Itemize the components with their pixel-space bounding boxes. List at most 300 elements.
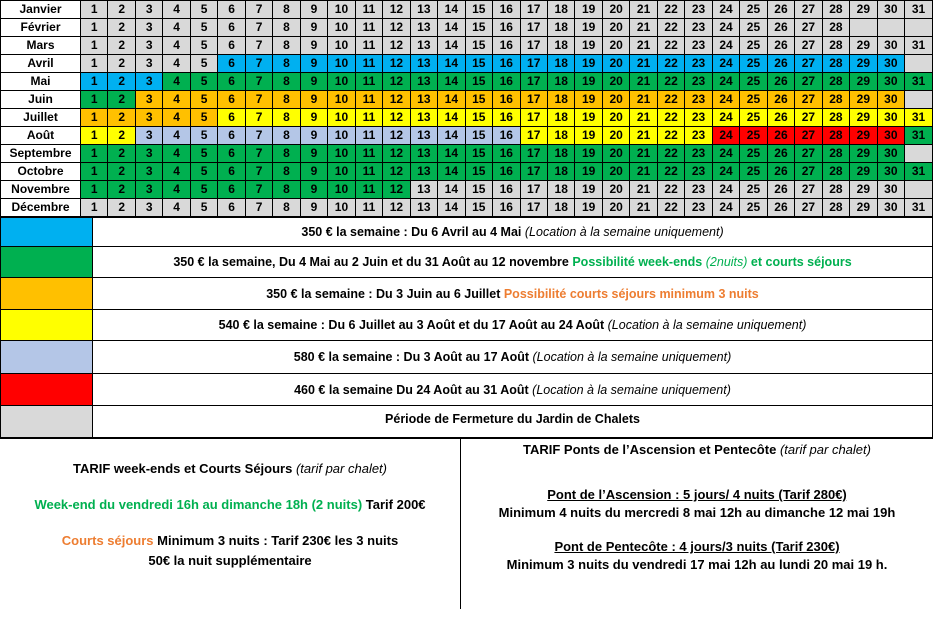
day-cell: 7 bbox=[245, 73, 272, 91]
day-cell: 26 bbox=[767, 37, 794, 55]
day-cell: 22 bbox=[657, 19, 684, 37]
legend-row-blue bbox=[1, 218, 933, 247]
day-cell: 21 bbox=[630, 181, 657, 199]
day-cell: 26 bbox=[767, 73, 794, 91]
bridge-tariff-note: (tarif par chalet) bbox=[779, 442, 871, 457]
day-cell: 14 bbox=[438, 1, 465, 19]
day-cell: 3 bbox=[135, 73, 162, 91]
pentecost-title: Pont de Pentecôte : 4 jours/3 nuits (Tarif 230€) bbox=[554, 539, 840, 554]
day-cell: 16 bbox=[493, 163, 520, 181]
ascension-title: Pont de l’Ascension : 5 jours/ 4 nuits (Tarif 280€) bbox=[547, 487, 847, 502]
day-cell: 9 bbox=[300, 109, 327, 127]
day-cell: 3 bbox=[135, 163, 162, 181]
day-cell: 12 bbox=[383, 55, 410, 73]
day-cell: 11 bbox=[355, 109, 382, 127]
month-row bbox=[1, 37, 933, 55]
day-cell: 29 bbox=[850, 145, 877, 163]
day-cell: 8 bbox=[273, 73, 300, 91]
day-cell: 11 bbox=[355, 37, 382, 55]
day-cell: 16 bbox=[493, 1, 520, 19]
day-cell: 2 bbox=[108, 19, 135, 37]
day-cell: 4 bbox=[163, 181, 190, 199]
day-cell: 19 bbox=[575, 73, 602, 91]
extra-night-text: 50€ la nuit supplémentaire bbox=[148, 553, 312, 568]
day-cell: 11 bbox=[355, 55, 382, 73]
day-cell: 18 bbox=[547, 1, 574, 19]
legend-red-text: 460 € la semaine Du 24 Août au 31 Août bbox=[294, 382, 529, 397]
day-cell: 12 bbox=[383, 91, 410, 109]
day-cell: 9 bbox=[300, 181, 327, 199]
day-cell: 15 bbox=[465, 109, 492, 127]
day-cell: 12 bbox=[383, 181, 410, 199]
day-cell: 25 bbox=[740, 91, 767, 109]
day-cell: 2 bbox=[108, 1, 135, 19]
month-row bbox=[1, 109, 933, 127]
day-cell: 6 bbox=[218, 181, 245, 199]
day-cell: 26 bbox=[767, 127, 794, 145]
day-cell: 15 bbox=[465, 19, 492, 37]
day-cell: 30 bbox=[877, 145, 904, 163]
weekend-price: Tarif 200€ bbox=[365, 497, 426, 512]
day-cell: 21 bbox=[630, 73, 657, 91]
day-cell: 7 bbox=[245, 127, 272, 145]
month-name: Mai bbox=[1, 73, 81, 91]
day-cell: 13 bbox=[410, 127, 437, 145]
day-cell: 1 bbox=[81, 91, 108, 109]
day-cell: 16 bbox=[493, 37, 520, 55]
day-cell: 4 bbox=[163, 19, 190, 37]
legend-table bbox=[0, 217, 933, 438]
day-cell: 5 bbox=[190, 37, 217, 55]
day-cell: 1 bbox=[81, 163, 108, 181]
day-cell: 5 bbox=[190, 55, 217, 73]
day-cell: 28 bbox=[822, 199, 849, 217]
day-cell: 4 bbox=[163, 1, 190, 19]
day-cell: 11 bbox=[355, 127, 382, 145]
day-cell: 5 bbox=[190, 91, 217, 109]
day-cell: 30 bbox=[877, 199, 904, 217]
month-row bbox=[1, 55, 933, 73]
day-cell: 4 bbox=[163, 163, 190, 181]
day-cell: 13 bbox=[410, 163, 437, 181]
day-cell: 27 bbox=[795, 181, 822, 199]
day-cell: 1 bbox=[81, 37, 108, 55]
day-cell: 23 bbox=[685, 109, 712, 127]
day-cell: 20 bbox=[602, 109, 629, 127]
day-cell: 21 bbox=[630, 37, 657, 55]
day-cell: 14 bbox=[438, 73, 465, 91]
day-cell: 7 bbox=[245, 109, 272, 127]
day-cell: 15 bbox=[465, 181, 492, 199]
day-cell: 10 bbox=[328, 73, 355, 91]
day-cell: 8 bbox=[273, 127, 300, 145]
day-cell: 11 bbox=[355, 163, 382, 181]
day-cell: 21 bbox=[630, 163, 657, 181]
day-cell: 11 bbox=[355, 91, 382, 109]
day-cell: 21 bbox=[630, 109, 657, 127]
day-cell: 9 bbox=[300, 91, 327, 109]
day-cell: 16 bbox=[493, 55, 520, 73]
day-cell: 4 bbox=[163, 91, 190, 109]
day-cell: 8 bbox=[273, 91, 300, 109]
day-cell: 27 bbox=[795, 145, 822, 163]
day-cell: 17 bbox=[520, 199, 547, 217]
day-cell: 6 bbox=[218, 1, 245, 19]
legend-green-note: (2nuits) bbox=[705, 255, 748, 269]
day-cell: 10 bbox=[328, 91, 355, 109]
day-cell: 9 bbox=[300, 1, 327, 19]
day-cell: 11 bbox=[355, 19, 382, 37]
day-cell: 18 bbox=[547, 109, 574, 127]
day-cell: 14 bbox=[438, 37, 465, 55]
legend-swatch-lightblue bbox=[1, 341, 93, 374]
day-cell: 16 bbox=[493, 199, 520, 217]
day-cell: 14 bbox=[438, 109, 465, 127]
day-cell: 28 bbox=[822, 181, 849, 199]
legend-blue-text: 350 € la semaine : Du 6 Avril au 4 Mai bbox=[301, 225, 522, 239]
weekend-label: Week-end du vendredi 16h au dimanche 18h (2 nuits) bbox=[34, 497, 363, 512]
day-cell: 8 bbox=[273, 19, 300, 37]
day-cell: 15 bbox=[465, 1, 492, 19]
weekend-tariff-title: TARIF week-ends et Courts Séjours bbox=[72, 461, 293, 476]
day-cell: 21 bbox=[630, 1, 657, 19]
legend-row-green bbox=[1, 247, 933, 278]
ascension-text: Minimum 4 nuits du mercredi 8 mai 12h au dimanche 12 mai 19h bbox=[498, 505, 896, 520]
day-cell: 13 bbox=[410, 19, 437, 37]
day-cell: 12 bbox=[383, 127, 410, 145]
day-cell: 1 bbox=[81, 145, 108, 163]
day-cell: 21 bbox=[630, 145, 657, 163]
day-cell: 11 bbox=[355, 73, 382, 91]
day-cell: 8 bbox=[273, 199, 300, 217]
legend-swatch-green bbox=[1, 247, 93, 278]
day-cell: 11 bbox=[355, 145, 382, 163]
day-cell: 20 bbox=[602, 37, 629, 55]
day-cell: 14 bbox=[438, 199, 465, 217]
day-cell: 19 bbox=[575, 127, 602, 145]
day-cell: 23 bbox=[685, 19, 712, 37]
day-cell: 23 bbox=[685, 37, 712, 55]
day-cell: 23 bbox=[685, 73, 712, 91]
day-cell: 5 bbox=[190, 199, 217, 217]
month-name: Septembre bbox=[1, 145, 81, 163]
day-cell: 5 bbox=[190, 73, 217, 91]
day-cell: 31 bbox=[905, 127, 933, 145]
day-cell: 28 bbox=[822, 73, 849, 91]
day-cell: 10 bbox=[328, 19, 355, 37]
day-cell: 25 bbox=[740, 19, 767, 37]
day-cell: 24 bbox=[712, 145, 739, 163]
day-cell: 19 bbox=[575, 1, 602, 19]
day-cell: 27 bbox=[795, 19, 822, 37]
day-cell: 17 bbox=[520, 37, 547, 55]
day-cell: 1 bbox=[81, 73, 108, 91]
day-cell: 2 bbox=[108, 109, 135, 127]
day-cell: 16 bbox=[493, 145, 520, 163]
day-cell: 29 bbox=[850, 73, 877, 91]
day-cell: 30 bbox=[877, 37, 904, 55]
legend-yellow-text: 540 € la semaine : Du 6 Juillet au 3 Août et du 17 Août au 24 Août bbox=[218, 318, 605, 332]
day-cell: 24 bbox=[712, 73, 739, 91]
day-cell: 22 bbox=[657, 1, 684, 19]
day-cell: 23 bbox=[685, 145, 712, 163]
day-cell: 20 bbox=[602, 91, 629, 109]
day-cell: 1 bbox=[81, 1, 108, 19]
day-cell: 8 bbox=[273, 163, 300, 181]
day-cell: 24 bbox=[712, 181, 739, 199]
month-name: Mars bbox=[1, 37, 81, 55]
day-cell: 28 bbox=[822, 55, 849, 73]
day-cell: 7 bbox=[245, 181, 272, 199]
day-cell: 25 bbox=[740, 73, 767, 91]
day-cell: 18 bbox=[547, 145, 574, 163]
day-cell: 20 bbox=[602, 55, 629, 73]
day-cell: 10 bbox=[328, 145, 355, 163]
day-cell: 28 bbox=[822, 37, 849, 55]
legend-row-red bbox=[1, 374, 933, 406]
empty-cell bbox=[905, 145, 933, 163]
day-cell: 20 bbox=[602, 145, 629, 163]
day-cell: 25 bbox=[740, 109, 767, 127]
day-cell: 10 bbox=[328, 127, 355, 145]
day-cell: 3 bbox=[135, 199, 162, 217]
day-cell: 28 bbox=[822, 127, 849, 145]
day-cell: 24 bbox=[712, 19, 739, 37]
day-cell: 13 bbox=[410, 145, 437, 163]
month-name: Octobre bbox=[1, 163, 81, 181]
day-cell: 20 bbox=[602, 163, 629, 181]
day-cell: 20 bbox=[602, 19, 629, 37]
day-cell: 6 bbox=[218, 199, 245, 217]
day-cell: 14 bbox=[438, 163, 465, 181]
day-cell: 7 bbox=[245, 19, 272, 37]
day-cell: 13 bbox=[410, 109, 437, 127]
day-cell: 12 bbox=[383, 1, 410, 19]
day-cell: 5 bbox=[190, 19, 217, 37]
month-row bbox=[1, 19, 933, 37]
month-row bbox=[1, 73, 933, 91]
day-cell: 19 bbox=[575, 109, 602, 127]
day-cell: 1 bbox=[81, 109, 108, 127]
legend-row-grey bbox=[1, 406, 933, 438]
day-cell: 14 bbox=[438, 55, 465, 73]
day-cell: 17 bbox=[520, 73, 547, 91]
day-cell: 9 bbox=[300, 73, 327, 91]
day-cell: 4 bbox=[163, 37, 190, 55]
day-cell: 12 bbox=[383, 73, 410, 91]
day-cell: 31 bbox=[905, 73, 933, 91]
day-cell: 5 bbox=[190, 163, 217, 181]
day-cell: 14 bbox=[438, 127, 465, 145]
day-cell: 22 bbox=[657, 109, 684, 127]
day-cell: 14 bbox=[438, 145, 465, 163]
day-cell: 16 bbox=[493, 73, 520, 91]
day-cell: 6 bbox=[218, 145, 245, 163]
day-cell: 6 bbox=[218, 127, 245, 145]
day-cell: 26 bbox=[767, 109, 794, 127]
day-cell: 10 bbox=[328, 181, 355, 199]
day-cell: 30 bbox=[877, 127, 904, 145]
day-cell: 3 bbox=[135, 109, 162, 127]
day-cell: 8 bbox=[273, 181, 300, 199]
day-cell: 4 bbox=[163, 199, 190, 217]
day-cell: 26 bbox=[767, 181, 794, 199]
day-cell: 8 bbox=[273, 145, 300, 163]
day-cell: 25 bbox=[740, 127, 767, 145]
day-cell: 24 bbox=[712, 199, 739, 217]
day-cell: 6 bbox=[218, 73, 245, 91]
day-cell: 19 bbox=[575, 145, 602, 163]
legend-row-orange bbox=[1, 278, 933, 310]
day-cell: 2 bbox=[108, 145, 135, 163]
day-cell: 16 bbox=[493, 181, 520, 199]
day-cell: 16 bbox=[493, 91, 520, 109]
day-cell: 4 bbox=[163, 127, 190, 145]
day-cell: 19 bbox=[575, 199, 602, 217]
day-cell: 1 bbox=[81, 127, 108, 145]
day-cell: 31 bbox=[905, 199, 933, 217]
day-cell: 13 bbox=[410, 73, 437, 91]
legend-yellow-note: (Location à la semaine uniquement) bbox=[607, 318, 807, 332]
day-cell: 25 bbox=[740, 37, 767, 55]
day-cell: 27 bbox=[795, 73, 822, 91]
day-cell: 26 bbox=[767, 145, 794, 163]
day-cell: 23 bbox=[685, 55, 712, 73]
day-cell: 28 bbox=[822, 1, 849, 19]
legend-blue-note: (Location à la semaine uniquement) bbox=[524, 225, 724, 239]
day-cell: 23 bbox=[685, 199, 712, 217]
day-cell: 20 bbox=[602, 73, 629, 91]
day-cell: 31 bbox=[905, 37, 933, 55]
day-cell: 29 bbox=[850, 1, 877, 19]
day-cell: 4 bbox=[163, 109, 190, 127]
day-cell: 22 bbox=[657, 163, 684, 181]
day-cell: 22 bbox=[657, 55, 684, 73]
day-cell: 18 bbox=[547, 37, 574, 55]
day-cell: 27 bbox=[795, 199, 822, 217]
day-cell: 26 bbox=[767, 55, 794, 73]
legend-green-extra: Possibilité week-ends bbox=[572, 255, 703, 269]
day-cell: 26 bbox=[767, 91, 794, 109]
day-cell: 27 bbox=[795, 109, 822, 127]
day-cell: 30 bbox=[877, 73, 904, 91]
day-cell: 25 bbox=[740, 55, 767, 73]
day-cell: 31 bbox=[905, 109, 933, 127]
day-cell: 2 bbox=[108, 199, 135, 217]
day-cell: 19 bbox=[575, 181, 602, 199]
day-cell: 29 bbox=[850, 91, 877, 109]
day-cell: 3 bbox=[135, 1, 162, 19]
day-cell: 12 bbox=[383, 163, 410, 181]
day-cell: 5 bbox=[190, 1, 217, 19]
day-cell: 30 bbox=[877, 55, 904, 73]
day-cell: 29 bbox=[850, 55, 877, 73]
day-cell: 28 bbox=[822, 145, 849, 163]
day-cell: 8 bbox=[273, 37, 300, 55]
day-cell: 3 bbox=[135, 37, 162, 55]
day-cell: 19 bbox=[575, 55, 602, 73]
day-cell: 15 bbox=[465, 127, 492, 145]
day-cell: 24 bbox=[712, 1, 739, 19]
legend-swatch-red bbox=[1, 374, 93, 406]
day-cell: 30 bbox=[877, 163, 904, 181]
day-cell: 3 bbox=[135, 181, 162, 199]
day-cell: 9 bbox=[300, 163, 327, 181]
legend-lightblue-text: 580 € la semaine : Du 3 Août au 17 Août bbox=[293, 350, 530, 364]
legend-orange-text: 350 € la semaine : Du 3 Juin au 6 Juillet bbox=[266, 286, 501, 301]
day-cell: 24 bbox=[712, 109, 739, 127]
day-cell: 9 bbox=[300, 199, 327, 217]
month-name: Novembre bbox=[1, 181, 81, 199]
weekend-tariff-note: (tarif par chalet) bbox=[295, 461, 388, 476]
empty-cell bbox=[850, 19, 877, 37]
day-cell: 10 bbox=[328, 109, 355, 127]
day-cell: 28 bbox=[822, 163, 849, 181]
month-name: Juin bbox=[1, 91, 81, 109]
day-cell: 21 bbox=[630, 55, 657, 73]
month-row bbox=[1, 145, 933, 163]
day-cell: 29 bbox=[850, 109, 877, 127]
weekend-tariff-panel bbox=[0, 439, 461, 609]
day-cell: 26 bbox=[767, 1, 794, 19]
day-cell: 2 bbox=[108, 181, 135, 199]
day-cell: 2 bbox=[108, 37, 135, 55]
day-cell: 27 bbox=[795, 91, 822, 109]
day-cell: 20 bbox=[602, 181, 629, 199]
day-cell: 13 bbox=[410, 199, 437, 217]
day-cell: 5 bbox=[190, 145, 217, 163]
day-cell: 5 bbox=[190, 181, 217, 199]
day-cell: 28 bbox=[822, 91, 849, 109]
day-cell: 1 bbox=[81, 19, 108, 37]
day-cell: 21 bbox=[630, 19, 657, 37]
day-cell: 3 bbox=[135, 127, 162, 145]
day-cell: 6 bbox=[218, 19, 245, 37]
day-cell: 26 bbox=[767, 199, 794, 217]
day-cell: 17 bbox=[520, 181, 547, 199]
day-cell: 24 bbox=[712, 91, 739, 109]
day-cell: 31 bbox=[905, 163, 933, 181]
day-cell: 25 bbox=[740, 1, 767, 19]
month-name: Janvier bbox=[1, 1, 81, 19]
day-cell: 8 bbox=[273, 55, 300, 73]
day-cell: 11 bbox=[355, 181, 382, 199]
day-cell: 18 bbox=[547, 55, 574, 73]
day-cell: 2 bbox=[108, 91, 135, 109]
day-cell: 17 bbox=[520, 145, 547, 163]
day-cell: 8 bbox=[273, 109, 300, 127]
day-cell: 12 bbox=[383, 109, 410, 127]
day-cell: 28 bbox=[822, 109, 849, 127]
day-cell: 29 bbox=[850, 199, 877, 217]
day-cell: 10 bbox=[328, 199, 355, 217]
month-name: Août bbox=[1, 127, 81, 145]
day-cell: 25 bbox=[740, 199, 767, 217]
legend-row-yellow bbox=[1, 310, 933, 341]
day-cell: 30 bbox=[877, 181, 904, 199]
day-cell: 23 bbox=[685, 181, 712, 199]
month-row bbox=[1, 1, 933, 19]
empty-cell bbox=[905, 19, 933, 37]
day-cell: 26 bbox=[767, 163, 794, 181]
day-cell: 4 bbox=[163, 55, 190, 73]
day-cell: 22 bbox=[657, 181, 684, 199]
day-cell: 9 bbox=[300, 19, 327, 37]
day-cell: 17 bbox=[520, 19, 547, 37]
day-cell: 3 bbox=[135, 55, 162, 73]
day-cell: 17 bbox=[520, 55, 547, 73]
month-name: Juillet bbox=[1, 109, 81, 127]
